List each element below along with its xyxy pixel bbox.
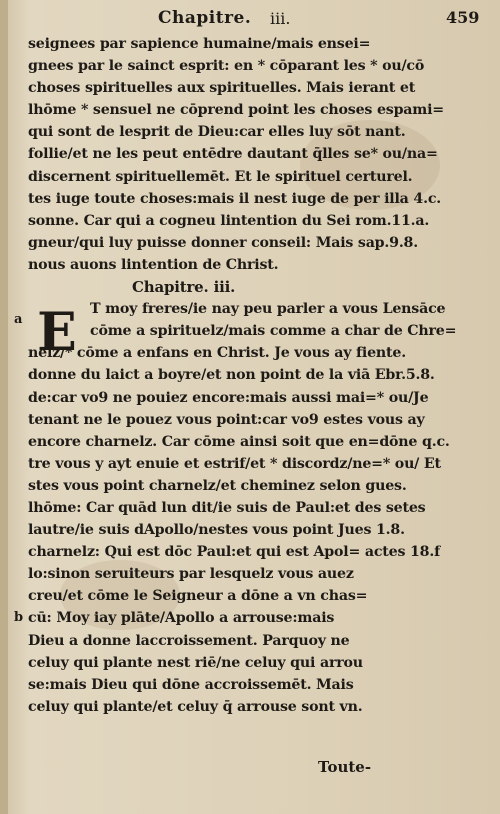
text-line: T moy freres/ie nay peu parler a vous Lensāce xyxy=(90,301,446,318)
text-line: gneur/qui luy puisse donner conseil: Mais sap.9.8. xyxy=(28,234,418,251)
text-line: sonne. Car qui a cogneu lintention du Sei rom.11.a. xyxy=(28,212,430,229)
folio-number: 459 xyxy=(446,8,480,27)
text-line: lo:sinon seruiteurs par lesquelz vous auez xyxy=(28,566,354,583)
text-line: choses spirituelles aux spirituelles. Mais ierant et xyxy=(28,80,416,97)
text-line: follie/et ne les peut entēdre dautant q̄lles se* ou/na= xyxy=(28,146,438,163)
page-gutter xyxy=(0,0,8,814)
text-line: lhōme * sensuel ne cōprend point les choses espami= xyxy=(28,102,444,119)
drop-cap-initial: E xyxy=(37,302,77,363)
catchword: Toute- xyxy=(318,758,372,776)
text-line: charnelz: Qui est dōc Paul:et qui est Apol= actes 18.f xyxy=(28,544,440,561)
text-line: cōme a spirituelz/mais comme a char de Chre= xyxy=(90,323,457,340)
text-line: se:mais Dieu qui dōne accroissemēt. Mais xyxy=(28,676,354,693)
text-line: tre vous y ayt enuie et estrif/et * discordz/ne=* ou/ Et xyxy=(28,455,441,472)
text-line: lhōme: Car quād lun dit/ie suis de Paul:et des setes xyxy=(28,499,426,516)
text-line: nous auons lintention de Christ. xyxy=(28,256,279,273)
text-line: celuy qui plante nest riē/ne celuy qui arrou xyxy=(28,654,363,671)
text-line: gnees par le sainct esprit: en * cōparant les * ou/cō xyxy=(28,58,425,75)
text-line: stes vous point charnelz/et cheminez selon gues. xyxy=(28,477,407,494)
text-line: creu/et cōme le Seigneur a dōne a vn chas= xyxy=(28,588,368,605)
text-line: celuy qui plante/et celuy q̄ arrouse sont vn. xyxy=(28,698,363,715)
text-line: de:car vo9 ne pouiez encore:mais aussi mai=* ou/Je xyxy=(28,389,429,406)
text-line: tenant ne le pouez vous point:car vo9 estes vous ay xyxy=(28,411,425,428)
margin-note: a xyxy=(14,312,23,327)
text-line: seignees par sapience humaine/mais ensei= xyxy=(28,36,371,52)
text-line: donne du laict a boyre/et non point de la viā Ebr.5.8. xyxy=(28,367,435,384)
text-line: nelz/* cōme a enfans en Christ. Je vous ay fiente. xyxy=(28,345,406,362)
text-line: cū: Moy iay plāte/Apollo a arrouse:mais xyxy=(28,610,335,627)
text-line: tes iuge toute choses:mais il nest iuge de per illa 4.c. xyxy=(28,190,441,207)
margin-note: b xyxy=(14,610,24,625)
header-chapter-number: iii. xyxy=(270,9,291,28)
text-line: Dieu a donne laccroissement. Parquoy ne xyxy=(28,632,350,649)
text-line: lautre/ie suis dApollo/nestes vous point Jues 1.8. xyxy=(28,522,405,539)
text-line: qui sont de lesprit de Dieu:car elles luy sōt nant. xyxy=(28,124,406,141)
text-line: encore charnelz. Car cōme ainsi soit que en=dōne q.c. xyxy=(28,433,450,450)
chapter-heading: Chapitre. iii. xyxy=(132,278,236,297)
body-text xyxy=(28,33,476,718)
page-header xyxy=(0,6,500,32)
text-line: discernent spirituellemēt. Et le spirituel certurel. xyxy=(28,168,413,185)
running-head: Chapitre. xyxy=(158,8,252,28)
